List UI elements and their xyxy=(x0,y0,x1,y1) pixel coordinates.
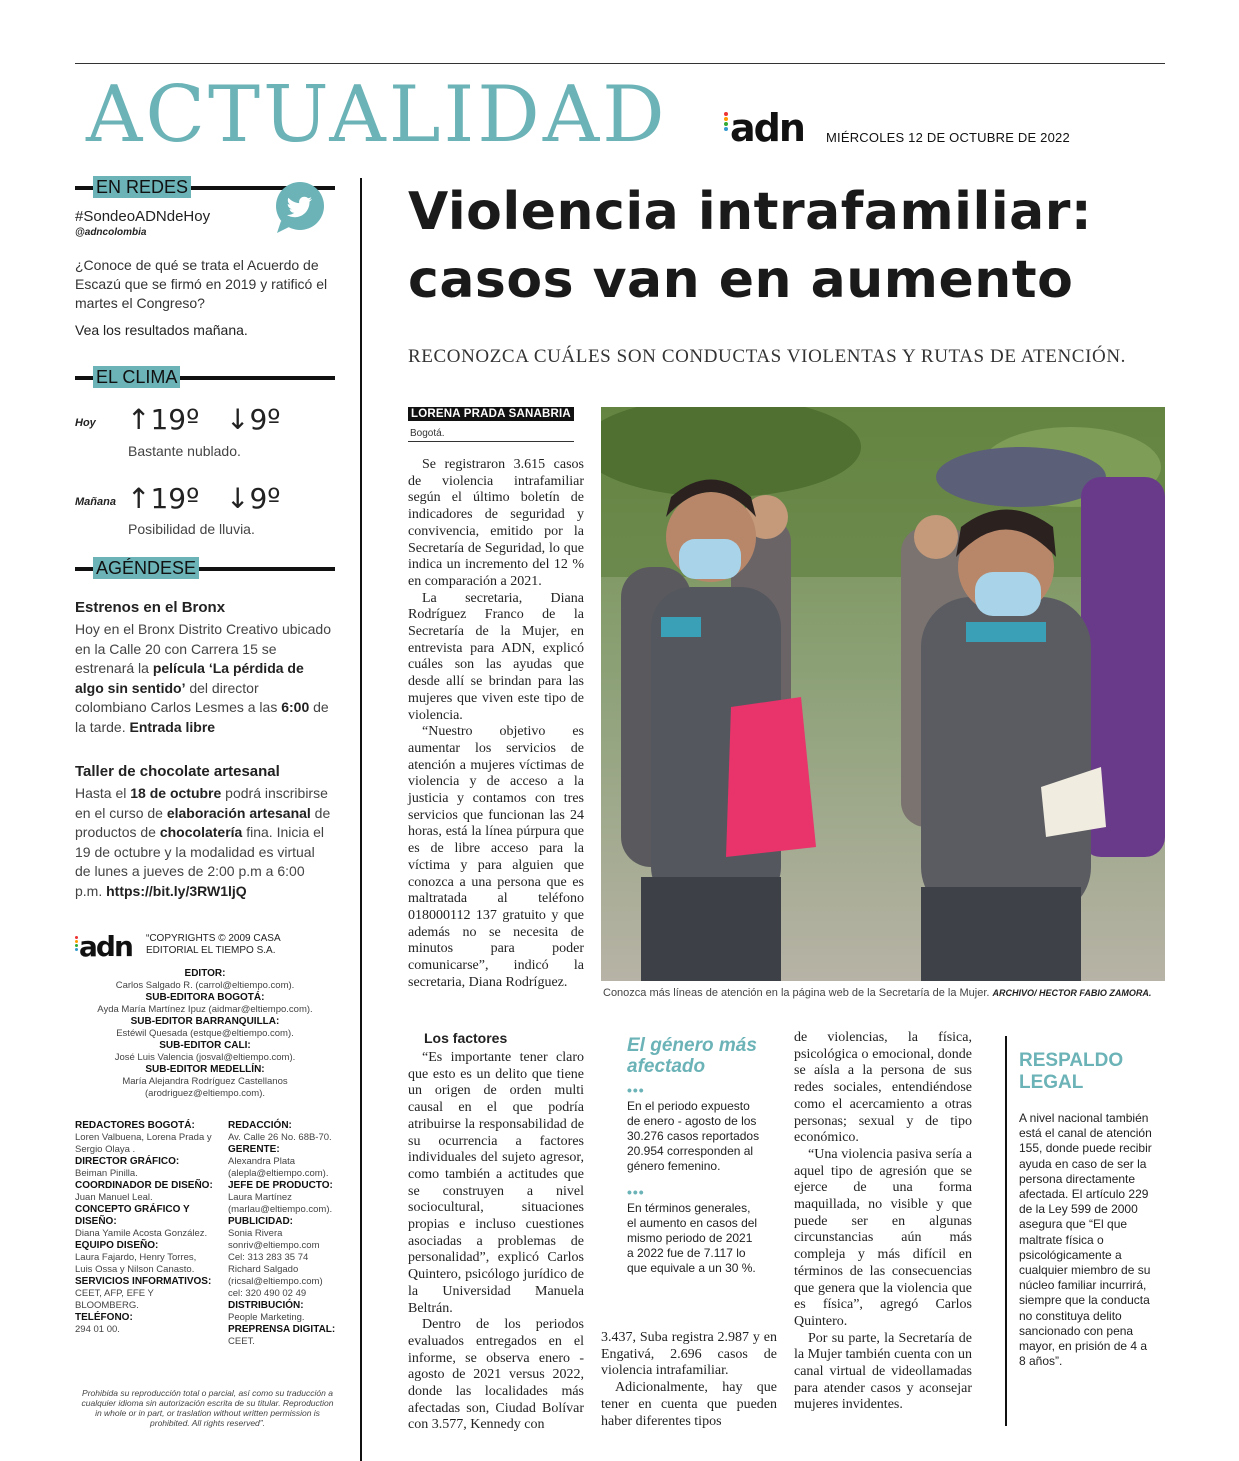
weather-high-tomorrow: ↑19º xyxy=(127,482,200,515)
issue-date: MIÉRCOLES 12 DE OCTUBRE DE 2022 xyxy=(826,130,1070,145)
weather-high-today: ↑19º xyxy=(127,403,200,436)
byline-rule xyxy=(408,441,574,442)
section-title: ACTUALIDAD xyxy=(86,70,668,160)
legal-title: RESPALDO LEGAL xyxy=(1019,1050,1124,1093)
staff-left: REDACTORES BOGOTÁ: Loren Valbuena, Lorena Prada y Sergio Olaya . DIRECTOR GRÁFICO: Beiman Pinilla. COORDINADOR DE DISEÑO: Juan Manuel Leal. CONCEPTO GRÁFICO Y DISEÑO: Diana Yamile Acosta González. EQUIPO DISEÑO: Laura Fajardo, Henry Torres, Luis Ossa y Nilson Canasto. SERVICIOS INFORMATIVOS: CEET, AFP, EFE Y BLOOMBERG. TELÉFONO: 294 01 00. xyxy=(75,1120,213,1335)
twitter-handle: @adncolombia xyxy=(75,227,147,238)
poll-question: ¿Conoce de qué se trata el Acuerdo de Escazú que se firmó en 2019 y ratificó el martes el Congreso? xyxy=(75,257,328,311)
dots-separator: ••• xyxy=(627,1184,645,1200)
disclaimer: Prohibida su reproducción total o parcial, así como su traducción a cualquier idioma sin autorización escrita de su titular. Reproduction in whole or in part, or traslation without written permission is prohibited. All rights reserved”. xyxy=(81,1388,334,1428)
article-headline: Violencia intrafamiliar: casos van en aumento xyxy=(408,182,1093,310)
weather-day-tomorrow: Mañana xyxy=(75,496,116,508)
en-redes-header: EN REDES xyxy=(75,176,335,198)
subtitle-los-factores: Los factores xyxy=(424,1030,508,1046)
article-column-2: 3.437, Suba registra 2.987 y en Engativá, 2.696 casos de violencia intrafamiliar. Adicionalmente, hay que tener en cuenta que pueden haber diferentes tipos xyxy=(601,1330,777,1429)
genero-fact-2: En términos generales, el aumento en casos del mismo periodo de 2021 a 2022 fue de 7.117 lo que equivale a un 30 %. xyxy=(627,1201,758,1275)
copyright: “COPYRIGHTS © 2009 CASA EDITORIAL EL TIEMPO S.A. xyxy=(146,933,281,956)
hashtag: #SondeoADNdeHoy xyxy=(75,208,211,225)
weather-low-today: ↓9º xyxy=(226,403,281,436)
legal-rule xyxy=(1005,1036,1007,1426)
agendese-header: AGÉNDESE xyxy=(75,557,335,579)
logo-dots-icon xyxy=(724,112,728,132)
staff-right: REDACCIÓN: Av. Calle 26 No. 68B-70. GERENTE: Alexandra Plata (alepla@eltiempo.com). JEFE DE PRODUCTO: Laura Martínez (marlau@eltiempo.com). PUBLICIDAD: Sonia Rivera sonriv@eltiempo.com Cel: 313 283 35 74 Richard Salgado (ricsal@eltiempo.com) cel: 320 490 02 49 DISTRIBUCIÓN: People Marketing. PREPRENSA DIGITAL: CEET. xyxy=(228,1120,336,1347)
weather-low-tomorrow: ↓9º xyxy=(226,482,281,515)
top-rule xyxy=(75,63,1165,64)
event-title: Taller de chocolate artesanal xyxy=(75,763,280,780)
article-column-1b: “Es importante tener claro que esto es un delito que tiene un origen de orden multi causal en el que podría atribuirse la responsabilidad de su ocurrencia a factores individuales del sujeto agresor, como también a actitudes que se construyen a nivel sociocultural, situaciones propias e incluso cuestiones asociadas a problemas de personalidad”, explicó Carlos Quintero, psicólogo jurídico de la Universidad Manuela Beltrán. Dentro de los periodos evaluados entregados en el informe, se observa enero - agosto de 2021 versus 2022, donde las localidades más afectadas son, Ciudad Bolívar con 3.577, Kennedy con xyxy=(408,1050,584,1433)
event-link[interactable]: https://bit.ly/3RW1ljQ xyxy=(106,882,247,899)
el-clima-header: EL CLIMA xyxy=(75,366,335,388)
dots-separator: ••• xyxy=(627,1082,645,1098)
article-column-1: Se registraron 3.615 casos de violencia intrafamiliar según el último boletín de indicadores de seguridad y convivencia, emitido por la Secretaría de Seguridad, lo que indica un incremento del 12 % en comparación a 2021. La secretaria, Diana Rodríguez Franco de la Secretaría de la Mujer, en entrevista para ADN, explicó cuáles son las ayudas que desde allí se brindan para las mujeres que viven este tipo de violencia. “Nuestro objetivo es aumentar los servicios de atención a mujeres víctimas de violencia y de acceso a la justicia y contamos con tres servicios que funcionan las 24 horas, está la línea púrpura que es de libre acceso para la víctima y para alguien que conozca a una persona que es maltratada al teléfono 018000112 137 gratuito y que además no se necesita de minutos para poder comunicarse”, indicó la secretaria, Diana Rodríguez. xyxy=(408,457,584,990)
event-description: Hasta el 18 de octubre podrá inscribirse en el curso de elaboración artesanal de productos de chocolatería fina. Inicia el 19 de octubre y la modalidad es virtual de lunes a jueves de 2:00 p.m a 6:00 p.m. https://bit.ly/3RW1ljQ xyxy=(75,785,331,899)
event-description: Hoy en el Bronx Distrito Creativo ubicado en la Calle 20 con Carrera 15 se estrenará la película ‘La pérdida de algo sin sentido’ del director colombiano Carlos Lesmes a las 6:00 de la tarde. Entrada libre xyxy=(75,621,332,735)
article-subhead: RECONOZCA CUÁLES SON CONDUCTAS VIOLENTAS Y RUTAS DE ATENCIÓN. xyxy=(408,346,1127,367)
editors-credits: EDITOR: Carlos Salgado R. (carrol@eltiempo.com). SUB-EDITORA BOGOTÁ: Ayda María Martínez Ipuz (aidmar@eltiempo.com). SUB-EDITOR BARRANQUILLA: Estéwil Quesada (estque@eltiempo.com). SUB-EDITOR CALI: José Luis Valencia (josval@eltiempo.com). SUB-EDITOR MEDELLÍN: María Alejandra Rodríguez Castellanos (arodriguez@eltiempo.com). xyxy=(97,968,313,1099)
byline-place: Bogotá. xyxy=(410,428,445,439)
event-title: Estrenos en el Bronx xyxy=(75,599,226,616)
genero-fact-1: En el periodo expuesto de enero - agosto de los 30.276 casos reportados 20.954 corresponden al género femenino. xyxy=(627,1099,760,1173)
twitter-icon[interactable] xyxy=(273,181,328,231)
article-photo xyxy=(601,407,1165,981)
genero-title: El género más afectado xyxy=(627,1035,757,1077)
article-column-3: de violencias, la física, psicológica o emocional, donde se aísla a la persona de sus redes sociales, entendiéndose como el acercamiento a otras personas; sexual y de tipo económico. “Una violencia pasiva sería a aquel tipo de agresión que se ejerce de una forma maquillada, no visible y que puede ser en algunas circunstancias aún más compleja y más difícil en términos de las consecuencias que genera que la violencia que es física”, agregó Carlos Quintero. Por su parte, la Secretaría de la Mujer también cuenta con un canal virtual de videollamadas para atender casos y aconsejar mujeres invidentes. xyxy=(794,1030,972,1413)
byline-author: LORENA PRADA SANABRIA xyxy=(408,407,574,421)
weather-desc-tomorrow: Posibilidad de lluvia. xyxy=(128,521,255,537)
legal-text: A nivel nacional también está el canal de atención 155, donde puede recibir ayuda en caso de ser la persona directamente afectada. El artículo 229 de la Ley 599 de 2000 asegura que “El que maltrate física o psicológicamente a cualquier miembro de su núcleo familiar incurrirá, siempre que la conducta no constituya delito sancionado con pena mayor, en prisión de 4 a 8 años”. xyxy=(1019,1111,1152,1369)
column-rule xyxy=(360,178,362,1461)
weather-day-today: Hoy xyxy=(75,417,96,429)
weather-desc-today: Bastante nublado. xyxy=(128,443,241,459)
poll-results-note: Vea los resultados mañana. xyxy=(75,322,248,338)
photo-caption: Conozca más líneas de atención en la página web de la Secretaría de la Mujer. ARCHIVO/ HECTOR FABIO ZAMORA. xyxy=(603,987,1152,999)
